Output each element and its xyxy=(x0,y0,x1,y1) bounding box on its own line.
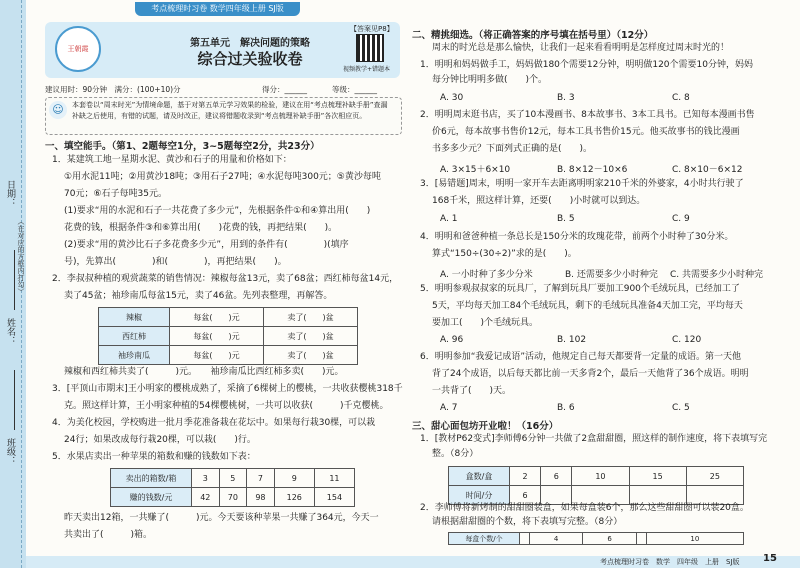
table-cell: 42 xyxy=(192,488,220,507)
date-label: 日期： xyxy=(5,180,15,207)
section-3-title: 三、甜心面包坊开业啦！（16分） xyxy=(412,421,559,432)
table-row-label: 辣椒 xyxy=(99,308,170,327)
q2-6-line-a: 6．明明参加“我爱记成语”活动，他规定自己每天都要背一定量的成语。第一天他 xyxy=(420,352,742,362)
q1-5-line-c[interactable]: 共卖出了( )箱。 xyxy=(64,530,153,540)
q2-5-line-a: 5．明明参观叔叔家的玩具厂，了解到玩具厂要加工900个毛绒玩具，已经加工了 xyxy=(420,284,740,294)
brand-logo: 王朝霞 xyxy=(55,26,101,72)
q2-3-option-c[interactable]: C. 9 xyxy=(672,214,690,224)
table-cell: 70 xyxy=(219,488,247,507)
mascot-icon: ☺ xyxy=(49,101,67,119)
q2-2-option-b[interactable]: B. 8×12－10×6 xyxy=(557,165,628,175)
q2-5-option-c[interactable]: C. 120 xyxy=(672,335,702,345)
table-cell: 7 xyxy=(247,469,275,488)
q2-5-option-b[interactable]: B. 102 xyxy=(557,335,587,345)
q2-1-option-a[interactable]: A. 30 xyxy=(440,93,464,103)
table-cell: 11 xyxy=(314,469,354,488)
section-2-title: 二、精挑细选。（将正确答案的序号填在括号里）（12分） xyxy=(412,30,654,41)
table-cell: 5 xyxy=(219,469,247,488)
count-cell[interactable]: 卖了( )盆 xyxy=(264,327,358,346)
q1-1-line-f[interactable]: (2)要求“用的黄沙比石子多花费多少元”，用到的条件有( )(填序 xyxy=(64,240,349,250)
q2-3-option-b[interactable]: B. 5 xyxy=(557,214,575,224)
q2-2-option-c[interactable]: C. 8×10－6×12 xyxy=(672,165,743,175)
count-cell[interactable]: 卖了( )盆 xyxy=(264,346,358,365)
count-cell[interactable]: 卖了( )盆 xyxy=(264,308,358,327)
q3-2-line-b: 请根据甜甜圈的个数，将下表填写完整。（8分） xyxy=(432,517,623,527)
footer-text: 考点梳理时习卷 数学 四年级 上册 SJ版 xyxy=(600,558,740,566)
q1-2-line-a: 2．李叔叔种植的观赏蔬菜的销售情况：辣椒每盆13元，卖了68盆；西红柿每盆14元， xyxy=(52,274,399,284)
score-field[interactable]: 得分：______ xyxy=(262,85,307,94)
q2-2-line-a: 2．明明周末逛书店，买了10本漫画书、8本故事书、3本工具书。已知每本漫画书售 xyxy=(420,110,755,120)
class-label: 班级： xyxy=(5,438,15,465)
table-cell: 154 xyxy=(314,488,354,507)
q2-4-option-b[interactable]: B. 还需要多少小时种完 xyxy=(565,270,658,280)
price-cell[interactable]: 每盆( )元 xyxy=(170,346,264,365)
page-number: 15 xyxy=(763,553,777,564)
q3-1-line-b: 整。（8分） xyxy=(432,449,479,459)
q2-6-line-b: 背了24个成语，以后每天都比前一天多背2个，最后一天他背了36个成语。明明 xyxy=(432,369,749,379)
q2-6-option-b[interactable]: B. 6 xyxy=(557,403,575,413)
q2-5-line-c[interactable]: 要加工( )个毛绒玩具。 xyxy=(432,318,539,328)
q1-3-line-b[interactable]: 克。照这样计算，王小明家种植的54棵樱桃树，一共可以收获( )千克樱桃。 xyxy=(64,401,389,411)
table-header: 每盒个数/个 xyxy=(449,533,520,545)
q1-4-line-b[interactable]: 24行；如果改成每行栽20棵，可以栽( )行。 xyxy=(64,435,256,445)
price-cell[interactable]: 每盆( )元 xyxy=(170,327,264,346)
q2-3-option-a[interactable]: A. 1 xyxy=(440,214,458,224)
q2-1-line-a: 1．明明和妈妈做手工，妈妈做180个需要12分钟，明明做120个需要10分钟，妈妈 xyxy=(420,60,753,70)
time-info: 建议用时：90分钟 满分：(100+10)分 xyxy=(45,85,181,94)
q2-4-option-a[interactable]: A. 一小时种了多少分米 xyxy=(440,270,533,280)
q2-5-option-a[interactable]: A. 96 xyxy=(440,335,464,345)
q2-2-line-b: 价6元，每本故事书售价12元，每本工具书售价15元。他买故事书的钱比漫画 xyxy=(432,127,740,137)
q2-5-line-b: 5天，平均每天加工84个毛绒玩具，剩下的毛绒玩具准备4天加工完，平均每天 xyxy=(432,301,743,311)
class-line[interactable] xyxy=(14,370,15,430)
q2-4-option-c[interactable]: C. 共需要多少小时种完 xyxy=(670,270,764,280)
qr-code-icon[interactable] xyxy=(356,34,384,62)
table-cell: 6 xyxy=(583,533,637,545)
table-cell: 3 xyxy=(192,469,220,488)
q1-1-line-g[interactable]: 号)，先算出( )和( )，再把结果( )。 xyxy=(64,257,287,267)
table-cell: 9 xyxy=(274,469,314,488)
table-row-label: 西红柿 xyxy=(99,327,170,346)
vegetable-table xyxy=(98,307,358,365)
table-cell: 10 xyxy=(572,467,629,486)
q3-2-line-a: 2．李师傅将新烤制的甜甜圈装盒，如果每盒装6个，那么这些甜甜圈可以装20盒。 xyxy=(420,503,749,513)
q2-1-line-b[interactable]: 每分钟比明明多做( )个。 xyxy=(432,75,548,85)
qr-caption: 视频教学+错题本 xyxy=(343,66,391,73)
q2-3-line-a: 3．[易错题]周末，明明一家开车去距离明明家210千米的外婆家，4小时共行驶了 xyxy=(420,179,744,189)
table-cell: 15 xyxy=(629,467,686,486)
series-banner: 考点梳理时习卷 数学四年级上册 SJ版 xyxy=(135,2,300,16)
q1-1-line-c: 70元；⑥石子每吨35元。 xyxy=(64,189,167,199)
q2-2-line-c[interactable]: 书多多少元？下面列式正确的是( )。 xyxy=(432,144,593,154)
q2-6-option-a[interactable]: A. 7 xyxy=(440,403,458,413)
q3-1-line-a: 1．[教材P62变式]李师傅6分钟一共做了2盒甜甜圈，照这样的制作速度，将下表填写完 xyxy=(420,434,768,444)
table-row-label: 袖珍南瓜 xyxy=(99,346,170,365)
name-line[interactable] xyxy=(14,250,15,310)
table-cell: 2 xyxy=(510,467,541,486)
donut-box-table xyxy=(448,532,744,545)
table-cell: 6 xyxy=(541,467,572,486)
table-cell: 98 xyxy=(247,488,275,507)
instruction-text: 本套卷以“周末时光”为情境命题，基于对第五单元学习效果的检验，建议在用“考点梳理补缺手册”查漏补缺之后使用，有错的试题，请及时改正，建议将错题收录到“考点梳理补缺手册”各次相应页。 xyxy=(72,101,388,120)
q1-1-line-d[interactable]: (1)要求“用的水泥和石子一共花费了多少元”，先根据条件①和④算出用( ) xyxy=(64,206,371,216)
q1-4-line-a: 4．为美化校园，学校购进一批月季花准备栽在花坛中。如果每行栽30棵，可以栽 xyxy=(52,418,376,428)
table-header: 盒数/盒 xyxy=(449,467,510,486)
q2-1-option-c[interactable]: C. 8 xyxy=(672,93,690,103)
q1-1-line-e[interactable]: 花费的钱，根据条件③和⑥算出用( )花费的钱，再把结果( )。 xyxy=(64,223,338,233)
apple-sales-table xyxy=(110,468,355,507)
table-cell: 126 xyxy=(274,488,314,507)
page-title: 综合过关验收卷 xyxy=(197,50,303,68)
q2-6-option-c[interactable]: C. 5 xyxy=(672,403,690,413)
answer-cell[interactable] xyxy=(636,533,646,545)
table-header: 卖出的箱数/箱 xyxy=(111,469,192,488)
name-label: 姓名： xyxy=(5,318,15,345)
answer-cell[interactable] xyxy=(520,533,530,545)
grade-field[interactable]: 等级：______ xyxy=(332,85,377,94)
q2-6-line-c[interactable]: 一共背了( )天。 xyxy=(432,386,512,396)
q1-3-line-a: 3．[平顶山市期末]王小明家的樱桃成熟了，采摘了6棵树上的樱桃，一共收获樱桃318千 xyxy=(52,384,403,394)
unit-title: 第五单元 解决问题的策略 xyxy=(190,38,310,49)
q2-2-option-a[interactable]: A. 3×15＋6×10 xyxy=(440,165,511,175)
q1-5-line-a: 5．水果店卖出一种苹果的箱数和赚的钱数如下表： xyxy=(52,452,256,462)
answer-reference: 【答案见P8】 xyxy=(350,25,394,33)
q2-4-line-b[interactable]: 算式“150÷(30÷2)”求的是( )。 xyxy=(432,249,577,259)
q1-1-line-a: 1．某建筑工地一星期水泥、黄沙和石子的用量和价格如下： xyxy=(52,155,292,165)
q2-3-line-b[interactable]: 168千米，照这样计算，还要( )小时就可以到达。 xyxy=(432,196,646,206)
table-cell: 25 xyxy=(686,467,743,486)
price-cell[interactable]: 每盆( )元 xyxy=(170,308,264,327)
q1-2-line-b: 卖了45盆；袖珍南瓜每盆15元，卖了46盆。先列表整理，再解答。 xyxy=(64,291,333,301)
section-1-title: 一、填空能手。（第1、2题每空1分，3~5题每空2分，共23分） xyxy=(45,141,320,152)
q1-1-line-b: ①用水泥11吨；②用黄沙18吨；③用石子27吨；④水泥每吨300元；⑤黄沙每吨 xyxy=(64,172,381,182)
q1-5-line-b[interactable]: 昨天卖出12箱，一共赚了( )元。今天要该种苹果一共赚了364元，今天一 xyxy=(64,513,379,523)
q2-4-line-a: 4．明明和爸爸种植一条总长是150分米的玫瑰花带，前两个小时种了30分米。 xyxy=(420,232,734,242)
section-2-intro: 周末的时光总是那么愉快，让我们一起来看看明明是怎样度过周末时光的！ xyxy=(432,43,730,53)
date-hint: （在对应的方框内打勾） xyxy=(17,218,25,295)
table-cell: 4 xyxy=(529,533,583,545)
table-header: 时间/分 xyxy=(449,486,510,505)
table-cell: 6 xyxy=(510,486,541,505)
table-header: 赚的钱数/元 xyxy=(111,488,192,507)
q2-1-option-b[interactable]: B. 3 xyxy=(557,93,575,103)
table-cell: 10 xyxy=(646,533,743,545)
q1-2-answer-line[interactable]: 辣椒和西红柿共卖了( )元。 袖珍南瓜比西红柿多卖( )元。 xyxy=(64,367,344,377)
